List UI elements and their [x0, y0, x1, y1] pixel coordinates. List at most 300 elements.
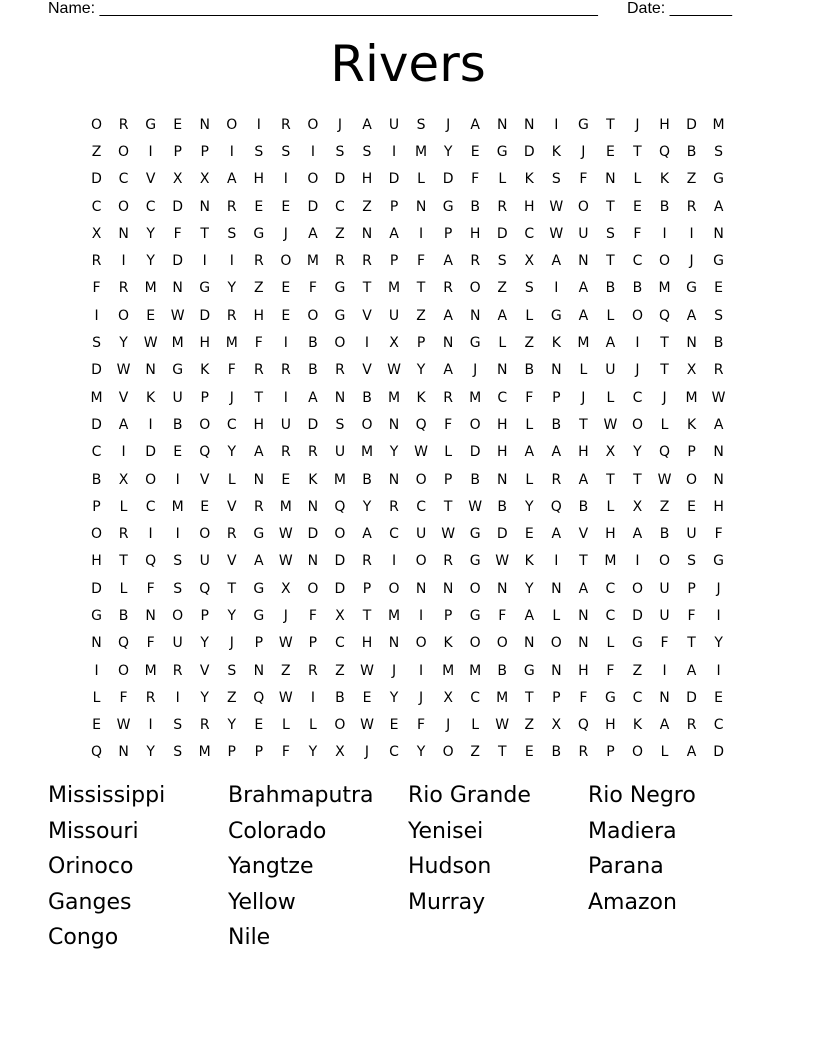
grid-letter[interactable]: I	[148, 416, 153, 433]
grid-letter[interactable]: I	[419, 662, 424, 679]
grid-letter[interactable]: B	[632, 280, 643, 297]
grid-letter[interactable]: T	[416, 280, 426, 297]
grid-letter[interactable]: C	[389, 744, 399, 761]
grid-letter[interactable]: P	[200, 143, 209, 160]
grid-letter[interactable]: Z	[524, 335, 535, 352]
grid-letter[interactable]: S	[714, 143, 724, 160]
grid-letter[interactable]: B	[605, 280, 616, 297]
grid-letter[interactable]: O	[686, 471, 698, 488]
grid-letter[interactable]: I	[256, 116, 261, 133]
grid-letter[interactable]: F	[687, 607, 696, 624]
grid-letter[interactable]: G	[496, 143, 508, 160]
grid-letter[interactable]: C	[91, 444, 102, 461]
grid-letter[interactable]: N	[524, 635, 535, 652]
grid-letter[interactable]: V	[118, 389, 129, 406]
grid-letter[interactable]: O	[496, 635, 508, 652]
grid-letter[interactable]: D	[388, 171, 400, 188]
grid-letter[interactable]: Z	[226, 689, 237, 706]
grid-letter[interactable]: J	[635, 116, 640, 133]
grid-letter[interactable]: C	[118, 171, 129, 188]
grid-letter[interactable]: G	[442, 198, 454, 215]
grid-letter[interactable]: N	[145, 362, 156, 379]
grid-letter[interactable]: H	[524, 198, 535, 215]
grid-letter[interactable]: G	[632, 635, 643, 652]
grid-letter[interactable]: B	[362, 389, 372, 406]
grid-letter[interactable]: I	[283, 335, 288, 352]
grid-letter[interactable]: M	[577, 335, 590, 352]
grid-letter[interactable]: X	[551, 717, 562, 734]
grid-letter[interactable]: S	[335, 143, 345, 160]
grid-letter[interactable]: U	[172, 389, 183, 406]
grid-letter[interactable]: J	[662, 389, 667, 406]
grid-letter[interactable]: W	[414, 444, 428, 461]
grid-letter[interactable]: N	[578, 635, 589, 652]
grid-letter[interactable]: U	[659, 607, 670, 624]
grid-letter[interactable]: Q	[415, 416, 427, 433]
grid-letter[interactable]: V	[578, 526, 589, 543]
grid-letter[interactable]: N	[415, 580, 427, 597]
grid-letter[interactable]: S	[524, 280, 534, 297]
grid-letter[interactable]: C	[91, 198, 102, 215]
grid-letter[interactable]: H	[496, 444, 508, 461]
grid-letter[interactable]: V	[199, 471, 210, 488]
grid-letter[interactable]: W	[116, 717, 131, 734]
grid-letter[interactable]: Z	[416, 307, 426, 324]
grid-letter[interactable]: B	[335, 689, 345, 706]
grid-letter[interactable]: R	[253, 362, 264, 379]
grid-letter[interactable]: F	[254, 335, 263, 352]
grid-letter[interactable]: H	[659, 116, 670, 133]
grid-letter[interactable]: C	[632, 389, 643, 406]
grid-letter[interactable]: U	[172, 635, 183, 652]
grid-letter[interactable]: O	[334, 717, 346, 734]
grid-letter[interactable]: S	[335, 416, 345, 433]
grid-letter[interactable]: V	[226, 553, 237, 570]
grid-letter[interactable]: G	[253, 607, 265, 624]
grid-letter[interactable]: R	[280, 362, 291, 379]
grid-letter[interactable]: T	[524, 689, 534, 706]
grid-letter[interactable]: N	[496, 116, 508, 133]
grid-letter[interactable]: N	[496, 580, 508, 597]
grid-letter[interactable]: I	[689, 225, 694, 242]
grid-letter[interactable]: A	[578, 580, 589, 597]
grid-letter[interactable]: A	[659, 717, 670, 734]
grid-letter[interactable]: V	[362, 362, 372, 379]
grid-letter[interactable]: S	[173, 744, 183, 761]
grid-letter[interactable]: F	[146, 580, 155, 597]
grid-letter[interactable]: D	[334, 171, 346, 188]
grid-letter[interactable]: I	[716, 662, 721, 679]
grid-letter[interactable]: I	[635, 553, 640, 570]
grid-letter[interactable]: L	[444, 444, 453, 461]
grid-letter[interactable]: J	[581, 143, 586, 160]
grid-letter[interactable]: E	[362, 689, 372, 706]
grid-letter[interactable]: L	[525, 307, 534, 324]
grid-letter[interactable]: W	[711, 389, 726, 406]
grid-letter[interactable]: R	[578, 744, 589, 761]
grid-letter[interactable]: L	[660, 416, 669, 433]
grid-letter[interactable]: P	[92, 498, 101, 515]
grid-letter[interactable]: G	[713, 253, 725, 270]
grid-letter[interactable]: L	[498, 335, 507, 352]
grid-letter[interactable]: D	[334, 553, 346, 570]
grid-letter[interactable]: U	[388, 116, 400, 133]
grid-letter[interactable]: U	[334, 444, 346, 461]
grid-letter[interactable]: L	[417, 171, 425, 188]
grid-letter[interactable]: B	[659, 198, 670, 215]
grid-letter[interactable]: N	[253, 471, 265, 488]
grid-letter[interactable]: K	[632, 717, 643, 734]
grid-letter[interactable]: A	[443, 307, 453, 324]
grid-letter[interactable]: B	[308, 335, 318, 352]
grid-letter[interactable]: P	[389, 198, 399, 215]
grid-letter[interactable]: N	[199, 198, 210, 215]
grid-letter[interactable]: I	[419, 607, 424, 624]
grid-letter[interactable]: T	[606, 253, 615, 270]
grid-letter[interactable]: D	[91, 171, 102, 188]
grid-letter[interactable]: C	[632, 253, 643, 270]
grid-letter[interactable]: W	[170, 307, 185, 324]
grid-letter[interactable]: H	[578, 444, 589, 461]
grid-letter[interactable]: E	[200, 498, 210, 515]
grid-letter[interactable]: Y	[633, 444, 642, 461]
grid-letter[interactable]: Q	[145, 553, 157, 570]
grid-letter[interactable]: I	[94, 662, 99, 679]
grid-letter[interactable]: G	[713, 553, 725, 570]
grid-letter[interactable]: C	[416, 498, 426, 515]
grid-letter[interactable]: I	[148, 717, 153, 734]
grid-letter[interactable]: C	[632, 689, 643, 706]
grid-letter[interactable]: I	[148, 143, 153, 160]
grid-letter[interactable]: I	[94, 307, 99, 324]
grid-letter[interactable]: Q	[334, 498, 346, 515]
grid-letter[interactable]: C	[497, 389, 508, 406]
grid-letter[interactable]: R	[253, 498, 264, 515]
grid-letter[interactable]: Q	[253, 689, 265, 706]
grid-letter[interactable]: Y	[119, 335, 128, 352]
grid-letter[interactable]: U	[199, 553, 210, 570]
grid-letter[interactable]: J	[283, 607, 288, 624]
grid-letter[interactable]: A	[389, 225, 399, 242]
grid-letter[interactable]: I	[283, 389, 288, 406]
grid-letter[interactable]: Z	[335, 225, 345, 242]
grid-letter[interactable]: E	[254, 717, 264, 734]
grid-letter[interactable]: I	[229, 253, 234, 270]
grid-letter[interactable]: C	[335, 635, 345, 652]
grid-letter[interactable]: U	[686, 526, 697, 543]
grid-letter[interactable]: H	[605, 526, 616, 543]
grid-letter[interactable]: E	[470, 143, 480, 160]
grid-letter[interactable]: A	[632, 526, 643, 543]
grid-letter[interactable]: K	[524, 171, 534, 188]
grid-letter[interactable]: P	[443, 607, 453, 624]
grid-letter[interactable]: M	[685, 389, 698, 406]
grid-letter[interactable]: O	[307, 116, 319, 133]
grid-letter[interactable]: N	[713, 444, 724, 461]
grid-letter[interactable]: M	[415, 143, 428, 160]
grid-letter[interactable]: L	[498, 171, 507, 188]
grid-letter[interactable]: A	[308, 389, 318, 406]
grid-letter[interactable]: D	[307, 416, 319, 433]
grid-letter[interactable]: B	[497, 498, 508, 515]
grid-letter[interactable]: Q	[199, 444, 211, 461]
grid-letter[interactable]: X	[389, 335, 399, 352]
grid-letter[interactable]: T	[254, 389, 264, 406]
grid-letter[interactable]: Z	[497, 280, 508, 297]
grid-letter[interactable]: D	[686, 116, 697, 133]
grid-letter[interactable]: M	[198, 744, 211, 761]
grid-letter[interactable]: S	[551, 171, 561, 188]
grid-letter[interactable]: E	[146, 307, 156, 324]
grid-letter[interactable]: D	[334, 580, 346, 597]
grid-letter[interactable]: S	[173, 717, 183, 734]
grid-letter[interactable]: F	[579, 689, 588, 706]
grid-letter[interactable]: M	[225, 335, 238, 352]
grid-letter[interactable]: W	[387, 362, 401, 379]
grid-letter[interactable]: K	[686, 416, 697, 433]
grid-letter[interactable]: E	[524, 526, 534, 543]
grid-letter[interactable]: S	[687, 553, 696, 570]
grid-letter[interactable]: I	[202, 253, 207, 270]
grid-letter[interactable]: M	[144, 662, 157, 679]
grid-letter[interactable]: E	[173, 116, 183, 133]
grid-letter[interactable]: D	[172, 253, 184, 270]
grid-letter[interactable]: A	[578, 471, 589, 488]
grid-letter[interactable]: W	[278, 689, 293, 706]
grid-letter[interactable]: C	[226, 416, 237, 433]
grid-letter[interactable]: T	[579, 416, 588, 433]
grid-letter[interactable]: C	[145, 498, 156, 515]
grid-letter[interactable]: E	[92, 717, 101, 734]
grid-letter[interactable]: N	[578, 607, 589, 624]
grid-letter[interactable]: M	[387, 607, 401, 624]
grid-letter[interactable]: G	[713, 171, 725, 188]
grid-letter[interactable]: E	[281, 198, 291, 215]
grid-letter[interactable]: D	[307, 526, 319, 543]
grid-letter[interactable]: M	[604, 553, 617, 570]
grid-letter[interactable]: T	[497, 744, 507, 761]
grid-letter[interactable]: S	[92, 335, 101, 352]
grid-letter[interactable]: V	[199, 662, 210, 679]
grid-letter[interactable]: X	[91, 225, 102, 242]
grid-letter[interactable]: B	[91, 471, 102, 488]
grid-letter[interactable]: M	[279, 498, 292, 515]
grid-letter[interactable]: J	[364, 744, 370, 761]
grid-letter[interactable]: J	[283, 225, 288, 242]
grid-letter[interactable]: A	[713, 416, 724, 433]
grid-letter[interactable]: Y	[227, 280, 237, 297]
grid-letter[interactable]: P	[389, 253, 399, 270]
grid-letter[interactable]: E	[173, 444, 183, 461]
grid-letter[interactable]: F	[633, 225, 642, 242]
grid-letter[interactable]: W	[116, 362, 131, 379]
grid-letter[interactable]: H	[469, 225, 481, 242]
grid-letter[interactable]: M	[90, 389, 103, 406]
grid-letter[interactable]: S	[362, 143, 372, 160]
grid-letter[interactable]: J	[689, 253, 694, 270]
grid-letter[interactable]: N	[442, 335, 454, 352]
grid-letter[interactable]: P	[416, 335, 426, 352]
grid-letter[interactable]: F	[308, 280, 317, 297]
grid-letter[interactable]: O	[334, 335, 346, 352]
grid-letter[interactable]: H	[253, 171, 265, 188]
grid-letter[interactable]: J	[635, 362, 640, 379]
grid-letter[interactable]: G	[469, 607, 481, 624]
grid-letter[interactable]: E	[281, 280, 291, 297]
grid-letter[interactable]: O	[334, 526, 346, 543]
grid-letter[interactable]: J	[391, 662, 397, 679]
grid-letter[interactable]: T	[606, 198, 615, 215]
grid-letter[interactable]: I	[175, 526, 180, 543]
grid-letter[interactable]: X	[686, 362, 697, 379]
grid-letter[interactable]: T	[660, 362, 669, 379]
grid-letter[interactable]: O	[307, 580, 319, 597]
grid-letter[interactable]: W	[549, 198, 564, 215]
grid-letter[interactable]: T	[227, 580, 237, 597]
grid-letter[interactable]: Y	[146, 253, 155, 270]
grid-letter[interactable]: J	[229, 389, 234, 406]
grid-letter[interactable]: C	[524, 225, 535, 242]
grid-letter[interactable]: I	[310, 689, 315, 706]
grid-letter[interactable]: E	[524, 744, 534, 761]
grid-letter[interactable]: O	[388, 580, 400, 597]
grid-letter[interactable]: O	[631, 744, 643, 761]
grid-letter[interactable]: Y	[227, 444, 237, 461]
grid-letter[interactable]: I	[175, 689, 180, 706]
grid-letter[interactable]: R	[91, 253, 102, 270]
grid-letter[interactable]: W	[549, 225, 564, 242]
grid-letter[interactable]: O	[631, 416, 643, 433]
grid-letter[interactable]: S	[254, 143, 264, 160]
grid-letter[interactable]: M	[658, 280, 671, 297]
grid-letter[interactable]: Y	[200, 635, 209, 652]
grid-letter[interactable]: Z	[91, 143, 102, 160]
grid-letter[interactable]: Y	[308, 744, 318, 761]
grid-letter[interactable]: K	[146, 389, 156, 406]
grid-letter[interactable]: Y	[200, 689, 209, 706]
grid-letter[interactable]: T	[660, 335, 669, 352]
grid-letter[interactable]: A	[443, 253, 453, 270]
grid-letter[interactable]: A	[118, 416, 129, 433]
grid-letter[interactable]: B	[470, 198, 480, 215]
grid-letter[interactable]: A	[524, 607, 535, 624]
grid-letter[interactable]: H	[361, 171, 373, 188]
grid-letter[interactable]: F	[498, 607, 507, 624]
grid-letter[interactable]: O	[469, 635, 481, 652]
grid-letter[interactable]: N	[713, 471, 724, 488]
grid-letter[interactable]: N	[145, 607, 156, 624]
grid-letter[interactable]: B	[686, 143, 697, 160]
grid-letter[interactable]: O	[469, 580, 481, 597]
grid-letter[interactable]: R	[686, 717, 697, 734]
grid-letter[interactable]: G	[577, 116, 589, 133]
grid-letter[interactable]: P	[200, 607, 209, 624]
grid-letter[interactable]: Y	[362, 498, 372, 515]
grid-letter[interactable]: A	[686, 307, 697, 324]
grid-letter[interactable]: K	[443, 635, 453, 652]
grid-letter[interactable]: S	[227, 662, 237, 679]
grid-letter[interactable]: T	[443, 498, 453, 515]
grid-letter[interactable]: C	[470, 689, 481, 706]
grid-letter[interactable]: K	[551, 143, 561, 160]
grid-letter[interactable]: Q	[658, 307, 671, 324]
grid-letter[interactable]: Y	[389, 689, 399, 706]
grid-letter[interactable]: N	[361, 225, 373, 242]
grid-letter[interactable]: O	[199, 416, 211, 433]
grid-letter[interactable]: J	[419, 689, 424, 706]
grid-letter[interactable]: D	[523, 143, 535, 160]
grid-letter[interactable]: A	[443, 362, 453, 379]
grid-letter[interactable]: S	[714, 307, 724, 324]
grid-letter[interactable]: M	[171, 335, 184, 352]
grid-letter[interactable]: N	[713, 225, 724, 242]
grid-letter[interactable]: Q	[199, 580, 211, 597]
grid-letter[interactable]: H	[496, 416, 508, 433]
grid-letter[interactable]: M	[469, 389, 482, 406]
grid-letter[interactable]: L	[606, 635, 615, 652]
grid-letter[interactable]: L	[660, 744, 669, 761]
grid-letter[interactable]: R	[118, 280, 129, 297]
grid-letter[interactable]: A	[362, 526, 372, 543]
grid-letter[interactable]: P	[254, 744, 264, 761]
grid-letter[interactable]: R	[199, 717, 210, 734]
grid-letter[interactable]: E	[281, 307, 291, 324]
grid-letter[interactable]: D	[632, 607, 643, 624]
grid-letter[interactable]: C	[713, 717, 724, 734]
grid-letter[interactable]: I	[554, 280, 559, 297]
grid-letter[interactable]: X	[443, 689, 453, 706]
grid-letter[interactable]: O	[469, 280, 481, 297]
grid-letter[interactable]: N	[524, 116, 535, 133]
grid-letter[interactable]: F	[281, 744, 290, 761]
grid-letter[interactable]: Z	[470, 744, 480, 761]
grid-letter[interactable]: W	[143, 335, 158, 352]
grid-letter[interactable]: Q	[550, 498, 562, 515]
grid-letter[interactable]: X	[335, 744, 345, 761]
grid-letter[interactable]: P	[443, 471, 453, 488]
grid-letter[interactable]: D	[686, 689, 697, 706]
grid-letter[interactable]: G	[172, 362, 184, 379]
grid-letter[interactable]: M	[171, 498, 184, 515]
grid-letter[interactable]: J	[446, 116, 451, 133]
grid-letter[interactable]: W	[360, 662, 374, 679]
grid-letter[interactable]: L	[579, 362, 588, 379]
grid-letter[interactable]: O	[226, 116, 238, 133]
grid-letter[interactable]: A	[578, 280, 589, 297]
grid-letter[interactable]: S	[173, 580, 183, 597]
grid-letter[interactable]: D	[496, 225, 508, 242]
grid-letter[interactable]: B	[551, 744, 562, 761]
grid-letter[interactable]: X	[605, 444, 616, 461]
grid-letter[interactable]: Q	[577, 717, 589, 734]
grid-letter[interactable]: O	[415, 471, 427, 488]
grid-letter[interactable]: A	[686, 662, 697, 679]
grid-letter[interactable]: N	[659, 689, 670, 706]
grid-letter[interactable]: F	[417, 253, 426, 270]
grid-letter[interactable]: O	[415, 635, 427, 652]
grid-letter[interactable]: I	[364, 335, 370, 352]
grid-letter[interactable]: P	[443, 225, 453, 242]
grid-letter[interactable]: F	[146, 635, 155, 652]
grid-letter[interactable]: B	[713, 335, 724, 352]
grid-letter[interactable]: R	[226, 198, 237, 215]
grid-letter[interactable]: B	[497, 662, 508, 679]
grid-letter[interactable]: K	[416, 389, 426, 406]
grid-letter[interactable]: K	[200, 362, 210, 379]
grid-letter[interactable]: R	[389, 498, 399, 515]
grid-letter[interactable]: S	[173, 553, 183, 570]
grid-letter[interactable]: Z	[686, 171, 697, 188]
